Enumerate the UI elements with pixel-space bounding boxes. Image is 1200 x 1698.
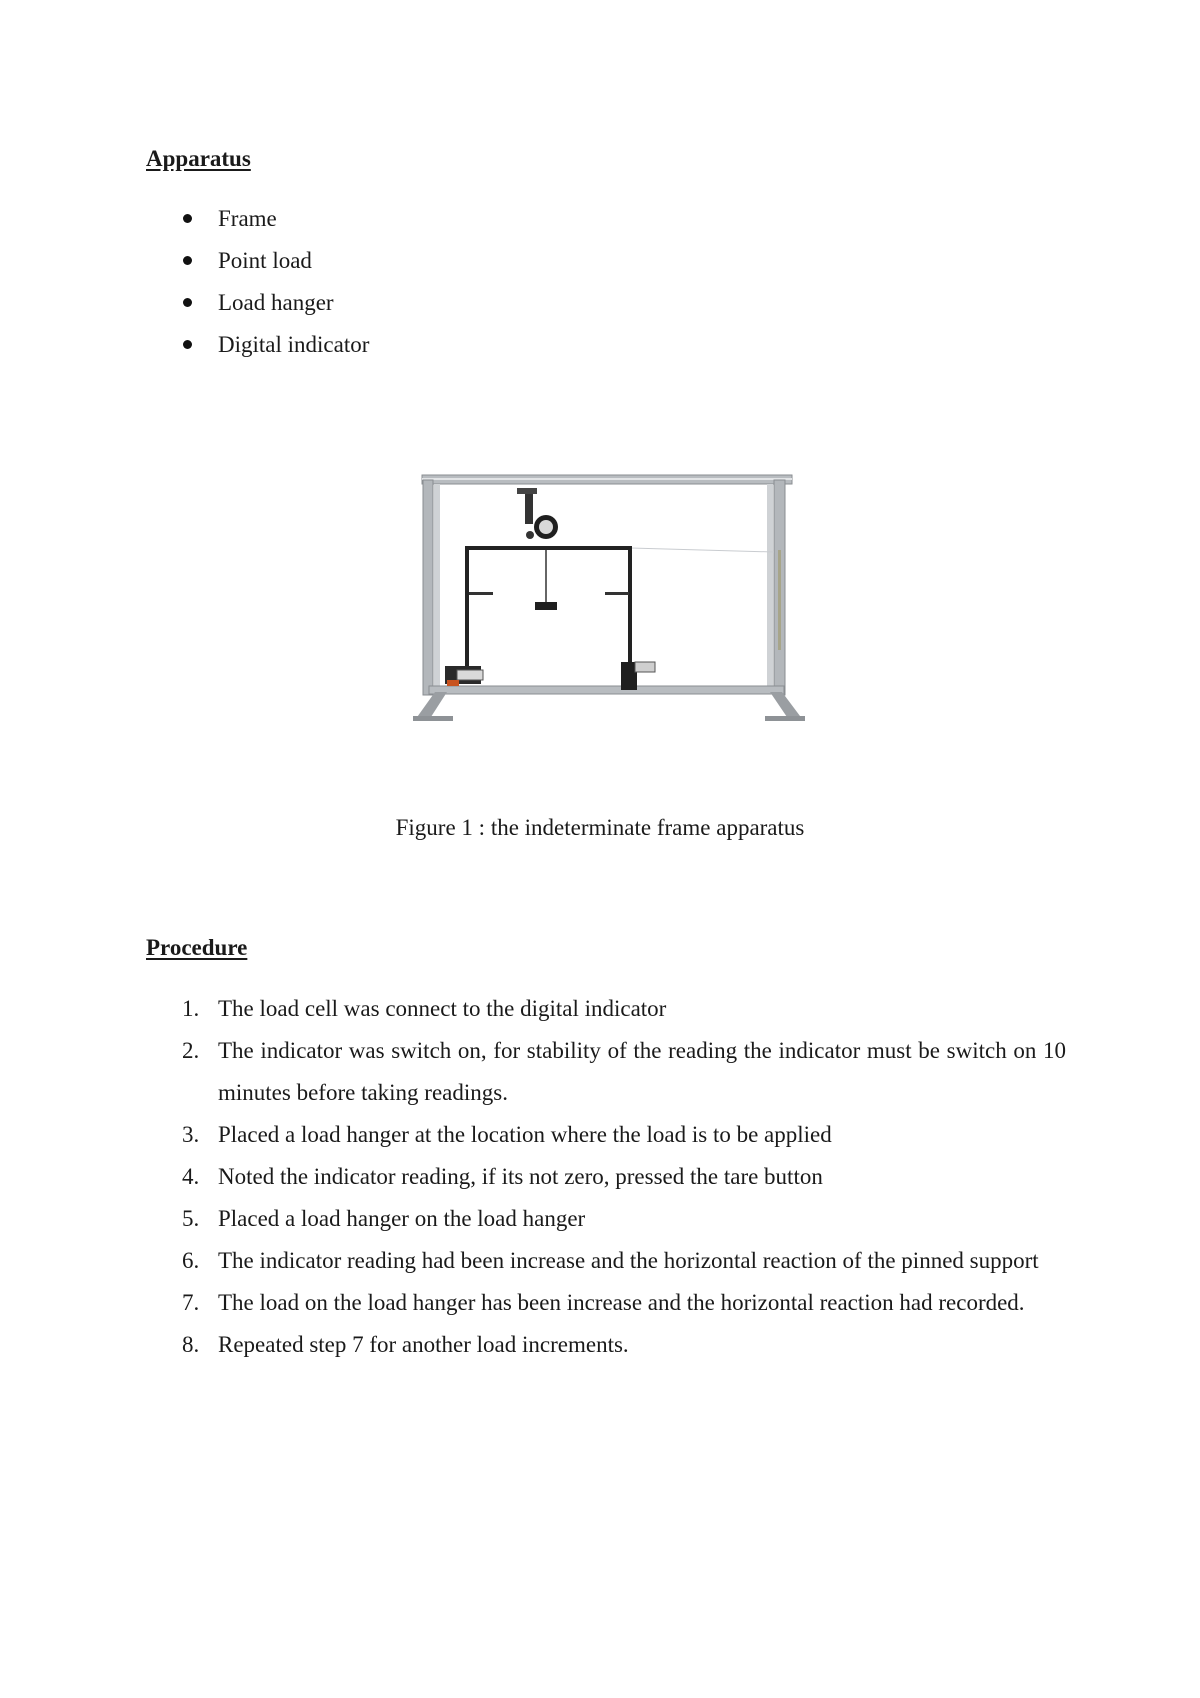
procedure-heading: Procedure (146, 935, 248, 960)
bullet-icon (183, 298, 192, 307)
procedure-step: 1. The load cell was connect to the digital indicator (182, 996, 667, 1021)
list-item: Digital indicator (146, 324, 369, 366)
procedure-step: 6. The indicator reading had been increase and the horizontal reaction of the pinned support (182, 1248, 1039, 1273)
bullet-icon (183, 256, 192, 265)
procedure-step: 3. Placed a load hanger at the location where the load is to be applied (182, 1122, 832, 1147)
bullet-icon (183, 214, 192, 223)
apparatus-heading: Apparatus (146, 146, 251, 171)
procedure-step: 4. Noted the indicator reading, if its not zero, pressed the tare button (182, 1164, 823, 1189)
bullet-icon (183, 340, 192, 349)
apparatus-list (146, 198, 369, 366)
list-item: Load hanger (146, 282, 369, 324)
procedure-step: 8. Repeated step 7 for another load increments. (182, 1332, 629, 1357)
figure-caption: Figure 1 : the indeterminate frame apparatus (395, 815, 805, 840)
procedure-list (146, 988, 1066, 1366)
procedure-step: 5. Placed a load hanger on the load hanger (182, 1206, 586, 1231)
list-item: Point load (146, 240, 369, 282)
procedure-step: 2. The indicator was switch on, for stability of the reading the indicator must be switch on 10 minutes before taking readings. (182, 1038, 1066, 1105)
list-item: Frame (146, 198, 369, 240)
frame-apparatus-image (385, 380, 815, 760)
procedure-step: 7. The load on the load hanger has been increase and the horizontal reaction had recorded. (182, 1290, 1025, 1315)
